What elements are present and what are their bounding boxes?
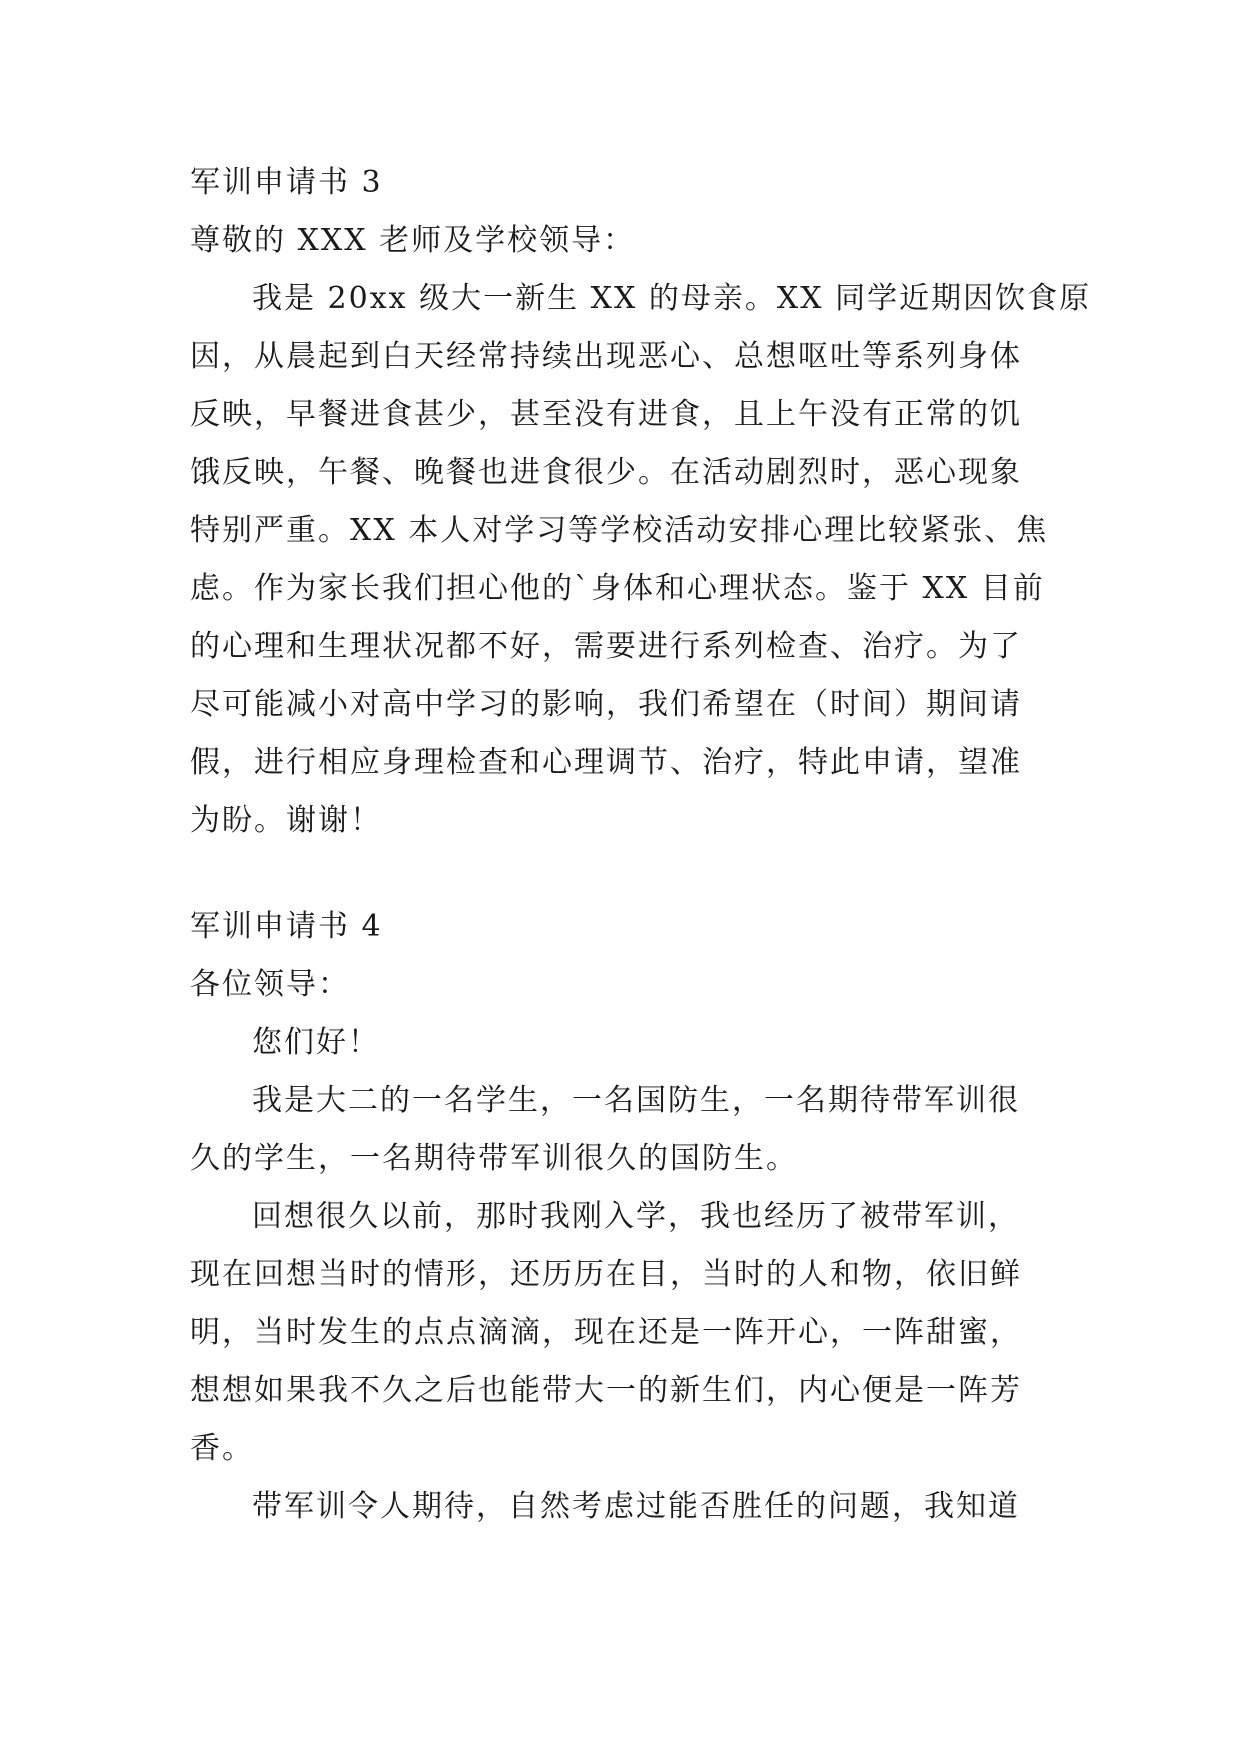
body-line: 反映，早餐进食甚少，甚至没有进食，且上午没有正常的饥: [190, 397, 1022, 432]
section-3-body: [190, 270, 1092, 850]
section-3-title: 军训申请书 3: [190, 165, 383, 200]
body-line: 饿反映，午餐、晚餐也进食很少。在活动剧烈时，恶心现象: [190, 455, 1022, 490]
body-line: 虑。作为家长我们担心他的`身体和心理状态。鉴于 XX 目前: [190, 571, 1045, 606]
body-line: 我是 20xx 级大一新生 XX 的母亲。XX 同学近期因饮食原: [252, 281, 1092, 316]
section-4-title: 军训申请书 4: [190, 909, 383, 944]
section-4-salutation: 各位领导：: [190, 967, 350, 1002]
section-divider-space: [190, 850, 1050, 898]
body-line: 想想如果我不久之后也能带大一的新生们，内心便是一阵芳: [190, 1373, 1022, 1408]
section-4-paragraph-2: [190, 1188, 1050, 1478]
body-line: 带军训令人期待，自然考虑过能否胜任的问题，我知道: [252, 1489, 1020, 1524]
document-page: [190, 154, 1092, 1536]
body-line: 尽可能减小对高中学习的影响，我们希望在（时间）期间请: [190, 687, 1022, 722]
body-line: 为盼。谢谢！: [190, 803, 382, 838]
body-line: 特别严重。XX 本人对学习等学校活动安排心理比较紧张、焦: [190, 513, 1049, 548]
body-line: 久的学生，一名期待带军训很久的国防生。: [190, 1141, 798, 1176]
body-line: 现在回想当时的情形，还历历在目，当时的人和物，依旧鲜: [190, 1257, 1022, 1292]
body-line: 香。: [190, 1431, 254, 1466]
body-line: 假，进行相应身理检查和心理调节、治疗，特此申请，望准: [190, 745, 1022, 780]
body-line: 回想很久以前，那时我刚入学，我也经历了被带军训，: [252, 1199, 1020, 1234]
section-3-salutation: 尊敬的 XXX 老师及学校领导：: [190, 223, 636, 258]
section-4-greeting: 您们好！: [252, 1025, 380, 1060]
body-line: 我是大二的一名学生，一名国防生，一名期待带军训很: [252, 1083, 1020, 1118]
body-line: 明，当时发生的点点滴滴，现在还是一阵开心，一阵甜蜜，: [190, 1315, 1022, 1350]
section-4-paragraph-1: [190, 1072, 1050, 1188]
body-line: 的心理和生理状况都不好，需要进行系列检查、治疗。为了: [190, 629, 1022, 664]
body-line: 因，从晨起到白天经常持续出现恶心、总想呕吐等系列身体: [190, 339, 1022, 374]
section-4-paragraph-3: [190, 1478, 1050, 1536]
